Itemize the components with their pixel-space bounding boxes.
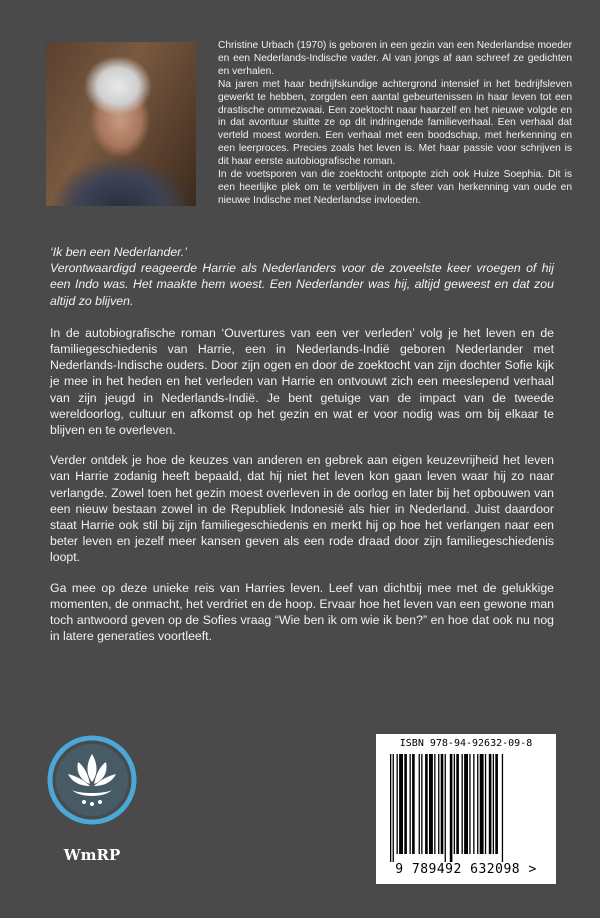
barcode-bar — [495, 754, 498, 854]
barcode-bar — [456, 754, 459, 854]
barcode-bar — [462, 754, 463, 854]
blurb-paragraph: In de autobiografische roman ‘Ouvertures van een ver verleden’ volg je het leven en de familiegeschiedenis van Harrie, een in Nederlands-Indië geboren Nederlander met Nederlands-Indische ouders. Door zijn ogen en door de zoektocht van zijn dochter Sofie kijk je mee in het heden en het verleden van Harrie en ontvouwt zich een meeslepend verhaal van zijn jeugd in Nederlands-Indië. Je bent getuige van de impact van de tweede wereldoorlog, cultuur en afkomst op het gezin en wat er voor nodig was om bij elkaar te blijven en te overleven. — [50, 325, 554, 438]
isbn-barcode — [376, 734, 556, 884]
author-bio — [218, 40, 572, 208]
barcode-bar — [477, 754, 478, 854]
quote-line-2: Verontwaardigd reageerde Harrie als Nederlanders voor de zoveelste keer vroegen of hij een Indo was. Het maakte hem woest. Een Nederlander was hij, altijd geweest en dat zou altijd zo blijven. — [50, 261, 554, 308]
barcode-bar — [445, 754, 446, 862]
back-cover-text — [50, 244, 554, 658]
barcode-bar — [393, 754, 394, 862]
barcode-bar — [450, 754, 453, 862]
bio-paragraph: In de voetsporen van die zoektocht ontpopte zich ook Huize Soephia. Dit is een heerlijke plek om te verblijven in de sfeer van herkenning van oude en nieuwe Indische met Nederlandse invloeden. — [218, 169, 572, 206]
publisher-lotus-icon — [42, 732, 142, 842]
barcode-bar — [502, 754, 503, 862]
barcode-bar — [390, 754, 391, 862]
ean-digits: 9 789492 632098 > — [395, 862, 537, 877]
publisher-name: WmRP — [63, 846, 121, 864]
bio-paragraph: Na jaren met haar bedrijfskundige achtergrond intensief in het bedrijfsleven gewerkt te hebben, zorgden een aantal gebeurtenissen in haar leven tot een drastische ommezwaai. Een zoektocht naar haarzelf en het nieuwe volgde en in dat avontuur stuitte ze op dit indringende familieverhaal. Een verhaal dat verteld moest worden. Een verhaal met een boodschap, met herkenning en een leerproces. Precies zoals het leven is. Met haar passie voor schrijven is dit haar eerste autobiografische roman. — [218, 78, 572, 168]
barcode-bar — [485, 754, 486, 854]
barcode-bar — [489, 754, 492, 854]
barcode-bar — [469, 754, 470, 854]
barcode-bar — [399, 754, 403, 854]
barcode-bar — [404, 754, 407, 854]
barcode-bar — [434, 754, 435, 854]
barcode-bar — [473, 754, 474, 854]
blurb-paragraph: Verder ontdek je hoe de keuzes van anderen en gebrek aan eigen keuzevrijheid het leven van Harrie zodanig heeft bepaald, dat hij niet het leven kon gaan leven waar hij zo naar verlangde. Zowel toen het gezin moest overleven in de oorlog en later bij het opbouwen van een nieuw bestaan zowel in de Republiek Indonesië als hier in Nederland. Juist daardoor staat Harrie ook stil bij zijn familiegeschiedenis en merkt hij op hoe het verlangen naar een beter leven en jezelf meer kansen geven als een rode draad door zijn familiegeschiedenis loopt. — [50, 453, 554, 565]
quote-line-1: ‘Ik ben een Nederlander.’ — [50, 245, 187, 259]
barcode-bar — [441, 754, 444, 854]
barcode-bar — [421, 754, 422, 854]
barcode-bar — [425, 754, 428, 854]
opening-quote — [50, 244, 554, 309]
blurb-paragraph: Ga mee op deze unieke reis van Harries leven. Leef van dichtbij mee met de gelukkige momenten, de onmacht, het verdriet en de hoop. Ervaar hoe het leven van een gewone man toch antwoord geven op de Sofies vraag “Wie ben ik om wie ik ben?” en hoe dat ook nu nog in latere generaties voortleeft. — [50, 580, 554, 644]
barcode-bars — [390, 754, 542, 862]
barcode-bar — [493, 754, 494, 854]
barcode-bar — [410, 754, 411, 854]
barcode-bar — [429, 754, 433, 854]
barcode-bar — [412, 754, 415, 854]
barcode-bar — [454, 754, 455, 854]
barcode-bar — [438, 754, 439, 854]
barcode-bar — [419, 754, 420, 854]
barcode-bar — [464, 754, 468, 854]
isbn-label: ISBN 978-94-92632-09-8 — [399, 738, 533, 749]
bio-paragraph: Christine Urbach (1970) is geboren in een gezin van een Nederlandse moeder en een Nederlands-Indische vader. Al van jongs af aan schreef ze gedichten en verhalen. — [218, 40, 572, 77]
barcode-bar — [480, 754, 484, 854]
author-photo — [46, 42, 196, 206]
barcode-bar — [397, 754, 398, 854]
